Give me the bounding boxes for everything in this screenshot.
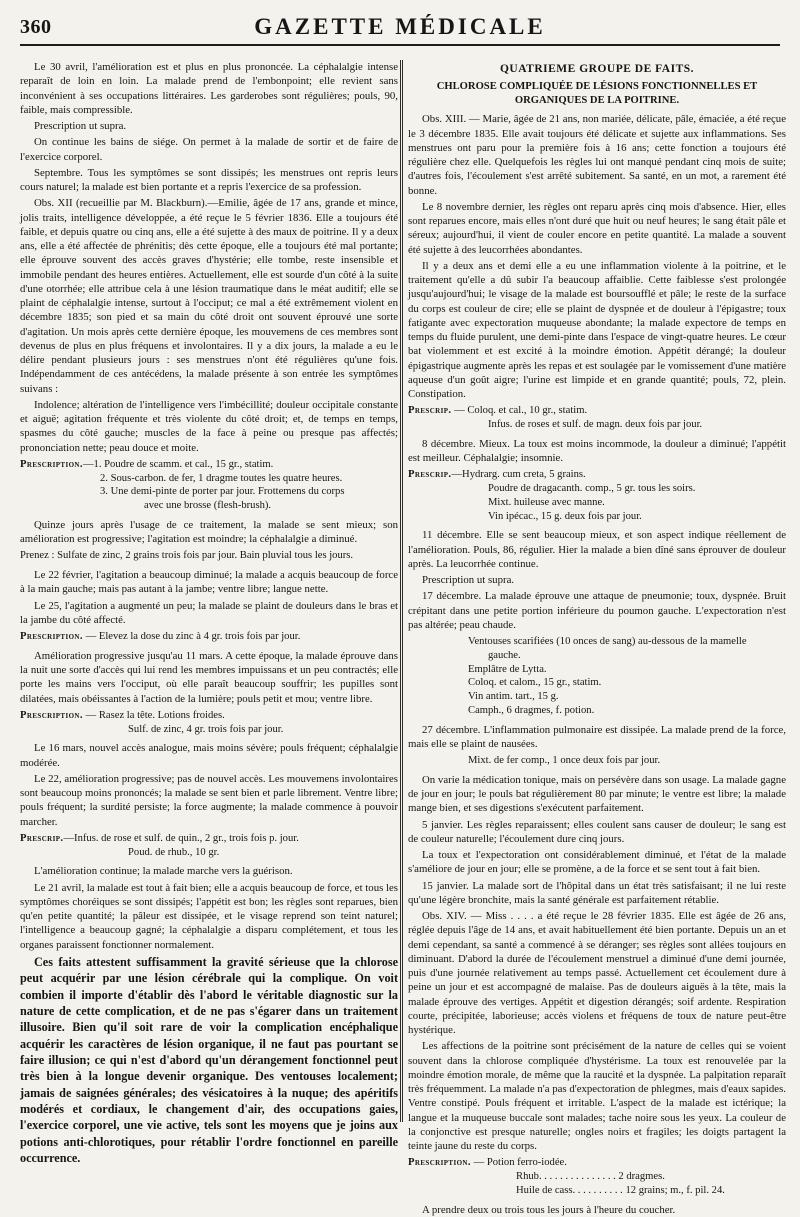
paragraph: 8 décembre. Mieux. La toux est moins incommode, la douleur a diminué; l'appétit est meilleur. Céphalalgie; insomnie. bbox=[408, 437, 786, 465]
paragraph: La toux et l'expectoration ont considérablement diminué, et l'état de la malade s'améliore de jour en jour; elle se promène, a de la force et se sent tout à fait bien. bbox=[408, 849, 786, 876]
paragraph: Amélioration progressive jusqu'au 11 mars. A cette époque, la malade éprouve dans la nuit une sorte d'accès qui lui rend les membres impuissans et un peu contractés; elle porte les mains vers l'occiput, où elle paraît beaucoup souffrir; les pupilles sont dilatées, mais obéissantes à l'action de la lumière; pouls petit et mou; ventre libre. bbox=[20, 649, 398, 705]
prescription-label: Prescription. bbox=[20, 458, 83, 470]
prescription-line: —Infus. de rose et sulf. de quin., 2 gr., trois fois p. jour. bbox=[63, 832, 299, 844]
prescription-block bbox=[20, 709, 398, 737]
prescription-line: Poud. de rhub., 10 gr. bbox=[128, 846, 220, 858]
paragraph: Indolence; altération de l'intelligence vers l'imbécillité; douleur occipitale constante et aiguë; agitation fréquente et très violente du côté droit; et, de temps en temps, spasmes du côté gauche; muscles de la face à peine ou presque pas affectés; prononciation nette; peau douce et moite. bbox=[20, 398, 398, 454]
prescription-label: Prescription. bbox=[20, 631, 83, 643]
prescription-line: Camph., 6 dragmes, f. potion. bbox=[468, 704, 595, 716]
prescription-line: Sulf. de zinc, 4 gr. trois fois par jour. bbox=[128, 723, 284, 735]
prescription-line: Rhub. . . . . . . . . . . . . . . 2 dragmes. bbox=[516, 1171, 665, 1183]
prescription-line: —1. Poudre de scamm. et cal., 15 gr., statim. bbox=[82, 458, 274, 470]
prescription-line: Vin ipécac., 15 g. deux fois par jour. bbox=[488, 510, 642, 522]
prescription-line: Vin antim. tart., 15 g. bbox=[468, 691, 559, 703]
paragraph: Le 21 avril, la malade est tout à fait bien; elle a acquis beaucoup de force, et tous les symptômes choréiques se sont dissipés; l'appétit est bon; les règles sont reparues, bien qu'en petite quantité; la pâleur est dissipée, et le visage reprend son teint naturel; l'intelligence a beaucoup gagné; la céphalalgie a disparu complétement, et tous les organes paraissent fonctionner normalement. bbox=[20, 881, 398, 951]
prescription-line: Emplâtre de Lytta. bbox=[468, 663, 547, 675]
prescription-line: Huile de cass. . . . . . . . . . 12 grains; m., f. pil. 24. bbox=[516, 1185, 725, 1196]
prescription-line: Infus. de roses et sulf. de magn. deux fois par jour. bbox=[488, 419, 703, 431]
prescription-note: Prescription ut supra. bbox=[422, 574, 515, 587]
paragraph: Septembre. Tous les symptômes se sont dissipés; les menstrues ont repris leurs cours naturel; la malade est bien portante et a repris l'exercice de sa profession. bbox=[20, 166, 398, 193]
prescription-note: Prescription ut supra. bbox=[34, 120, 127, 132]
observation-xii: Obs. XII (recueillie par M. Blackburn).—Emilie, âgée de 17 ans, grande et mince, jolis traits, intelligence développée, a été reçue le 5 février 1836. Elle a toujours été faible, et depuis quatre ou cinq ans, elle a été sujette à des maux de poitrine. Il y a deux ans, elle a été affectée de phrénitis; dès cette époque, elle a toujours été mal portante; elle éprouve souvent des accès graves d'hystérie; elle tombe, reste insensible et immobile pendant des heures entières. Actuellement, elle est sourde d'un côté à la suite d'une otorrhée; elle attribue cela à une lésion traumatique dans le méat auditif; elle se plaint de céphalalgie intense, surtout à l'occiput; ce mal a été extrêmement violent en décembre 1835; son pied et sa main du côté droit ont souvent éprouvé une sorte d'agitation. Un mois après cette dernière époque, les mouvemens de ces membres sont devenus de plus en plus fréquens et involontaires. Il y a dix jours, la malade a eu le délire pendant plusieurs jours : ses menstrues n'ont été régulières qu'une fois. Indépendamment de ces antécédens, la malade présente à son entrée les symptômes suivans : bbox=[20, 197, 398, 395]
prescription-label: Prenez : bbox=[20, 550, 55, 562]
prescription-line: Mixt. de fer comp., 1 once deux fois par jour. bbox=[468, 755, 661, 767]
paragraph: 15 janvier. La malade sort de l'hôpital dans un état très satisfaisant; il ne lui reste qu'une légère bronchite, mais la santé générale est parfaitement rétablie. bbox=[408, 879, 786, 906]
prescription-line: Sulfate de zinc, 2 grains trois fois par jour. Bain pluvial tous les jours. bbox=[57, 550, 354, 562]
prescription-block bbox=[408, 1156, 786, 1197]
section-subtitle: CHLOROSE COMPLIQUÉE DE LÉSIONS FONCTIONNELLES ET ORGANIQUES DE LA POITRINE. bbox=[436, 81, 758, 106]
paragraph: On continue les bains de siége. On permet à la malade de sortir et de faire de l'exercice corporel. bbox=[20, 136, 398, 163]
prescription-line: —Hydrarg. cum creta, 5 grains. bbox=[451, 469, 586, 481]
paragraph: Le 22, amélioration progressive; pas de nouvel accès. Les mouvemens involontaires sont beaucoup moins prononcés; la malade se sent bien et parle librement. Ventre libre; pouls fréquent; la surdité persiste; la force augmente; la malade commence à pouvoir marcher. bbox=[20, 772, 398, 828]
section-title: QUATRIEME GROUPE DE FAITS. bbox=[499, 63, 695, 75]
column-divider bbox=[400, 60, 401, 1122]
prescription-line: — Potion ferro-iodée. bbox=[473, 1157, 567, 1169]
prescription-line: Coloq. et calom., 15 gr., statim. bbox=[468, 677, 602, 689]
prescription-line: Mixt. huileuse avec manne. bbox=[488, 496, 605, 508]
paragraph: Les affections de la poitrine sont précisément de la nature de celles qui se voient souvent dans la chlorose compliquée d'hystérisme. La toux est renouvelée par la moindre émotion morale, de même que la raucité et la dyspnée. La palpitation reparaît très fréquemment. La malade n'a pas d'expectoration de phlegmes, mais d'eaux sapides. Ventre constipé. Pouls fréquent et irritable. L'aspect de la malade est ictérique; la langue et la muqueuse buccale sont malades; tache noire sous les yeux. La couleur de la conjonctive est presque naturelle; ongles noirs et fragiles; les doigts partagent la teinte jaune du reste du corps. bbox=[408, 1040, 786, 1153]
prescription-line: gauche. bbox=[488, 649, 521, 661]
paragraph: Le 16 mars, nouvel accès analogue, mais moins sévère; pouls fréquent; céphalalgie modérée. bbox=[20, 742, 398, 769]
paragraph: Le 8 novembre dernier, les règles ont reparu après cinq mois d'absence. Hier, elles sont reparues encore, mais elles n'ont duré que huit ou neuf heures; le sang était pâle et séreux; aujourd'hui, il vient de couler encore en petite quantité. La malade a souvent été sujette à des leucorrhées abondantes. bbox=[408, 200, 786, 256]
left-column bbox=[20, 60, 398, 1166]
prescription-label: Prescription. bbox=[408, 1157, 471, 1169]
prescription-line: Poudre de dragacanth. comp., 5 gr. tous les soirs. bbox=[488, 483, 696, 495]
prescription-label: Prescrip. bbox=[408, 405, 452, 417]
paragraph: Il y a deux ans et demi elle a eu une inflammation violente à la poitrine, et le traitement qu'elle a dû subir l'a beaucoup affaiblie. Cette faiblesse s'est prolongée jusqu'aujourd'hui; le visage de la malade est boursoufflé et pâle; le reste de la surface du corps est couleur de cire; elle se plaint de dyspnée et de douleur à l'épigastre; toux fatigante avec expectoration muqueuse abondante; la malade expectore de temps en temps du fluide purulent, une demi-pinte dans l'espace de vingt-quatre heures. Le cœur bat violemment et est excité à la moindre émotion. Appétit dérangé; la douleur épigastrique augmente après les repas et est soulagée par le vomissement d'une matière aqueuse d'un goût aigre; l'urine est limpide et en grande quantité; pouls, 72, plein. Constipation. bbox=[408, 259, 786, 401]
paragraph: Quinze jours après l'usage de ce traitement, la malade se sent mieux; son amélioration est progressive; l'agitation est moindre; la céphalalgie a diminué. bbox=[20, 518, 398, 546]
prescription-label: Prescrip. bbox=[20, 832, 64, 844]
prescription-block bbox=[408, 404, 786, 432]
paragraph: 17 décembre. La malade éprouve une attaque de pneumonie; toux, dyspnée. Bruit crépitant dans une petite portion inférieure du poumon gauche. L'expectoration n'est pas altérée; peau chaude. bbox=[408, 590, 786, 631]
paragraph: L'amélioration continue; la malade marche vers la guérison. bbox=[34, 865, 293, 878]
prescription-block bbox=[408, 754, 786, 768]
prescription-block bbox=[408, 468, 786, 523]
prescription-label: Prescription. bbox=[20, 709, 83, 721]
journal-title: GAZETTE MÉDICALE bbox=[254, 14, 546, 39]
prescription-block bbox=[20, 549, 398, 563]
observation-xiii: Obs. XIII. — Marie, âgée de 21 ans, non mariée, délicate, pâle, émaciée, a été reçue le 3 décembre 1835. Elle avait toujours été délicate et sujette aux inflammations. Ses menstrues ont paru pour la première fois à 16 ans; cette fonction a toujours été régulière chez elle. Quelquefois les règles lui ont manqué pendant cinq mois de suite; d'autres fois, l'écoulement s'est arrêté subitement. Sa santé, en un mot, a rarement été bonne. bbox=[408, 113, 786, 197]
paragraph: Le 22 février, l'agitation a beaucoup diminué; la malade a acquis beaucoup de force à la main gauche; mais pas autant à la jambe; ventre libre; langue nette. bbox=[20, 569, 398, 596]
prescription-line: 3. Une demi-pinte de porter par jour. Frottemens du corps bbox=[100, 486, 345, 498]
paragraph: Le 30 avril, l'amélioration est et plus en plus prononcée. La céphalalgie intense reparaît de loin en loin. La malade prend de l'embonpoint; elle revient sans inconvénient à ses occupations littéraires. Les garderobes sont régulières; pouls, 90, faible, mais compressible. bbox=[20, 61, 398, 116]
prescription-block bbox=[408, 635, 786, 718]
page-header bbox=[20, 14, 780, 46]
prescription-line: — Elevez la dose du zinc à 4 gr. trois fois par jour. bbox=[85, 631, 301, 643]
prescription-line: 2. Sous-carbon. de fer, 1 dragme toutes les quatre heures. bbox=[100, 472, 343, 484]
paragraph: Le 25, l'agitation a augmenté un peu; la malade se plaint de douleurs dans le bras et la jambe du côté affecté. bbox=[20, 599, 398, 626]
paragraph: 11 décembre. Elle se sent beaucoup mieux, et son aspect indique réellement de l'amélioration. Pouls, 86, régulier. Hier la malade a bien dîné sans éprouver de douleur après. La leucorrhée continue. bbox=[408, 529, 786, 570]
prescription-block bbox=[20, 832, 398, 860]
conclusion-paragraph: Ces faits attestent suffisamment la gravité sérieuse que la chlorose peut acquérir par une lésion cérébrale qui la complique. On voit combien il importe d'établir dès l'abord le véritable diagnostic sur la nature de cette complication, et de ne pas s'égarer dans un traitement illusoire. Bien qu'il soit rare de voir la complication encéphalique acquérir les caractères de lésion organique, il ne faut pas pourtant se faire illusion; ce qui n'est d'abord qu'un dérangement fonctionnel peut très bien à la longue devenir organique. Des ventouses localement; jamais de saignées générales; des vésicatoires à la nuque; des apéritifs modérés et cordiaux, le changement d'air, des occupations gaies, l'exercice corporel, une vie active, tels sont les moyens que je joins aux potions anti-chlorotiques, pour rétablir l'ordre fonctionnel en pareille occurrence. bbox=[20, 954, 398, 1166]
right-column bbox=[408, 60, 786, 1216]
prescription-line: — Coloq. et cal., 10 gr., statim. bbox=[454, 405, 588, 417]
prescription-line: — Rasez la tête. Lotions froides. bbox=[85, 709, 225, 721]
prescription-block bbox=[20, 630, 398, 644]
prescription-block bbox=[20, 458, 398, 513]
prescription-line: avec une brosse (flesh-brush). bbox=[144, 500, 272, 512]
prescription-line: Ventouses scarifiées (10 onces de sang) au-dessous de la mamelle bbox=[468, 636, 747, 648]
prescription-label: Prescrip. bbox=[408, 469, 452, 481]
paragraph: A prendre deux ou trois tous les jours à l'heure du coucher. bbox=[422, 1203, 676, 1216]
column-divider-double bbox=[402, 60, 403, 1122]
observation-xiv: Obs. XIV. — Miss . . . . a été reçue le 28 février 1835. Elle est âgée de 26 ans, réglée depuis l'âge de 14 ans, et avait habituellement été bien portante. Depuis un an et demi cependant, sa santé a commencé à se déranger; ses règles sont allées toujours en diminuant. D'abord la durée de l'écoulement menstruel a diminué d'une demi journée, puis d'une journée relativement au temps passé. Actuellement cet écoulement dure à peine un jour et est accompagné de malaise. Pas de douleurs aiguës à la tête, mais la malade éprouve des vertiges. Appétit et digestion dérangés; soif ardente. Respiration courte, précipitée, laborieuse; accès violens et fréquens de toux de nature peut-être hystérique. bbox=[408, 910, 786, 1037]
paragraph: 27 décembre. L'inflammation pulmonaire est dissipée. La malade prend de la force, mais elle se plaint de nausées. bbox=[408, 723, 786, 750]
paragraph: On varie la médication tonique, mais on persévère dans son usage. La malade gagne de jour en jour; le pouls bat régulièrement 80 par minute; le ventre est libre; la malade mange bien, et ses digestions s'exécutent parfaitement. bbox=[408, 773, 786, 815]
page-number: 360 bbox=[20, 16, 52, 38]
paragraph: 5 janvier. Les règles reparaissent; elles coulent sans causer de douleur; le sang est de couleur naturelle; l'écoulement dure cinq jours. bbox=[408, 818, 786, 845]
